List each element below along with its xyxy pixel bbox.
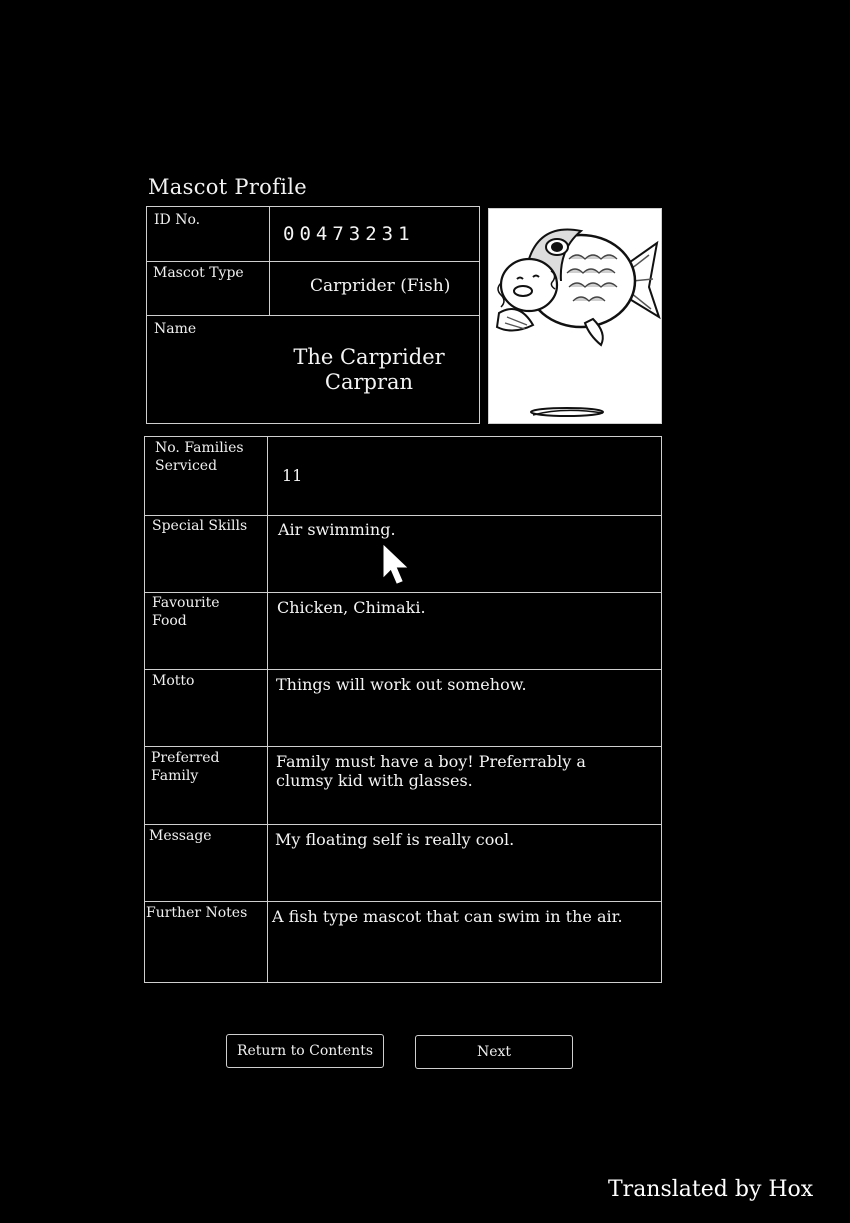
profile-header-table (146, 206, 480, 424)
mascot-picture (488, 208, 662, 424)
preferred-family-line-1: Family must have a boy! Preferrably a (276, 752, 586, 771)
return-to-contents-button[interactable]: Return to Contents (226, 1034, 384, 1068)
food-label-line-1: Favourite (152, 595, 220, 611)
translator-credit: Translated by Hox (608, 1177, 814, 1202)
id-value: 00473231 (283, 223, 415, 245)
skills-label: Special Skills (152, 518, 248, 534)
preferred-family-label-line-2: Family (151, 768, 199, 784)
preferred-family-value (276, 752, 586, 790)
families-label (155, 439, 244, 475)
food-label-line-2: Food (152, 613, 187, 629)
profile-details-table (144, 436, 662, 983)
id-label: ID No. (154, 212, 201, 228)
preferred-family-label-line-1: Preferred (151, 750, 220, 766)
message-value: My floating self is really cool. (275, 830, 515, 849)
name-label: Name (154, 321, 197, 337)
preferred-family-label (151, 749, 220, 785)
families-label-line-1: No. Families (155, 440, 244, 456)
skills-value: Air swimming. (278, 520, 396, 539)
next-button[interactable]: Next (415, 1035, 573, 1069)
food-label (152, 594, 220, 630)
carp-mascot-illustration (489, 209, 661, 423)
mouse-pointer-icon (382, 544, 408, 586)
notes-label: Further Notes (146, 905, 248, 921)
name-line-1: The Carprider (293, 345, 445, 369)
mascot-type-value: Carprider (Fish) (310, 276, 451, 296)
food-value: Chicken, Chimaki. (277, 598, 426, 617)
motto-value: Things will work out somehow. (276, 675, 527, 694)
families-value: 11 (282, 466, 303, 485)
preferred-family-line-2: clumsy kid with glasses. (276, 771, 473, 790)
page-title: Mascot Profile (148, 175, 307, 199)
message-label: Message (149, 828, 212, 844)
name-line-2: Carpran (324, 370, 414, 394)
mascot-type-label: Mascot Type (153, 265, 244, 281)
name-value (277, 345, 461, 395)
notes-value: A fish type mascot that can swim in the air. (272, 907, 623, 926)
families-label-line-2: Serviced (155, 458, 218, 474)
motto-label: Motto (152, 673, 195, 689)
